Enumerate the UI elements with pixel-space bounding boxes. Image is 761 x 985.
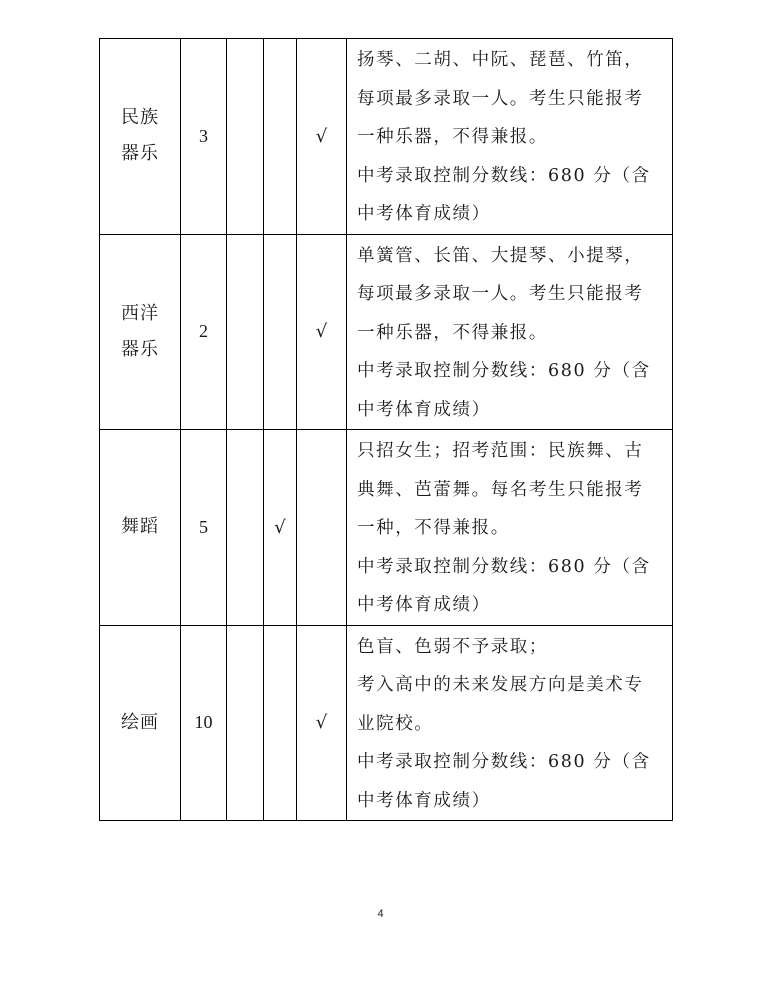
requirement-note: [347, 234, 673, 430]
check-mark-cell: [264, 234, 297, 430]
note-line: 业院校。: [357, 713, 434, 734]
table-row: [100, 430, 673, 626]
category-name: 器乐: [121, 143, 159, 165]
check-mark-cell: √: [297, 234, 347, 430]
requirement-note: [347, 39, 673, 235]
note-line: 中考体育成绩）: [357, 595, 491, 615]
check-mark-cell: [227, 234, 264, 430]
category-name-cell: [100, 234, 181, 430]
check-mark-cell: [227, 430, 264, 626]
page-number: 4: [377, 908, 384, 920]
quota-count: 10: [181, 625, 227, 821]
check-mark-cell: [227, 625, 264, 821]
note-line: 每项最多录取一人。考生只能报考: [357, 284, 644, 304]
check-mark-cell: [264, 39, 297, 235]
note-line: 每项最多录取一人。考生只能报考: [357, 88, 644, 109]
category-name-cell: [100, 625, 181, 821]
note-line: 中考录取控制分数线：680 分（含: [357, 361, 651, 381]
check-mark-cell: √: [264, 430, 297, 626]
quota-count: 3: [181, 39, 227, 235]
note-line: 中考体育成绩）: [357, 399, 491, 420]
note-line: 中考录取控制分数线：680 分（含: [357, 556, 651, 577]
note-line: 一种乐器，不得兼报。: [357, 127, 548, 147]
note-line: 色盲、色弱不予录取；: [357, 636, 548, 657]
table-row: [100, 39, 673, 235]
note-line: 一种乐器，不得兼报。: [357, 322, 548, 343]
category-name-cell: [100, 39, 181, 235]
note-line: 中考体育成绩）: [357, 790, 491, 811]
category-name: 舞蹈: [121, 516, 159, 538]
quota-count: 5: [181, 430, 227, 626]
category-name: 民族: [121, 107, 159, 129]
category-name-cell: [100, 430, 181, 626]
table-row: [100, 625, 673, 821]
check-mark-cell: [297, 430, 347, 626]
category-name: 器乐: [121, 338, 159, 360]
category-name: 西洋: [121, 302, 159, 324]
table-body: [100, 39, 673, 821]
note-line: 只招女生；招考范围：民族舞、古: [357, 441, 644, 461]
note-line: 中考体育成绩）: [357, 204, 491, 224]
note-line: 中考录取控制分数线：680 分（含: [357, 752, 651, 772]
note-line: 一种，不得兼报。: [357, 518, 510, 538]
note-line: 单簧管、长笛、大提琴、小提琴，: [357, 245, 644, 266]
note-line: 中考录取控制分数线：680 分（含: [357, 165, 651, 186]
table-row: [100, 234, 673, 430]
note-line: 典舞、芭蕾舞。每名考生只能报考: [357, 479, 644, 500]
admission-table: [99, 38, 673, 821]
requirement-note: [347, 625, 673, 821]
category-name: 绘画: [121, 711, 159, 733]
quota-count: 2: [181, 234, 227, 430]
requirement-note: [347, 430, 673, 626]
check-mark-cell: [227, 39, 264, 235]
check-mark-cell: √: [297, 39, 347, 235]
check-mark-cell: √: [297, 625, 347, 821]
check-mark-cell: [264, 625, 297, 821]
note-line: 考入高中的未来发展方向是美术专: [357, 675, 644, 695]
note-line: 扬琴、二胡、中阮、琵琶、竹笛，: [357, 50, 644, 70]
